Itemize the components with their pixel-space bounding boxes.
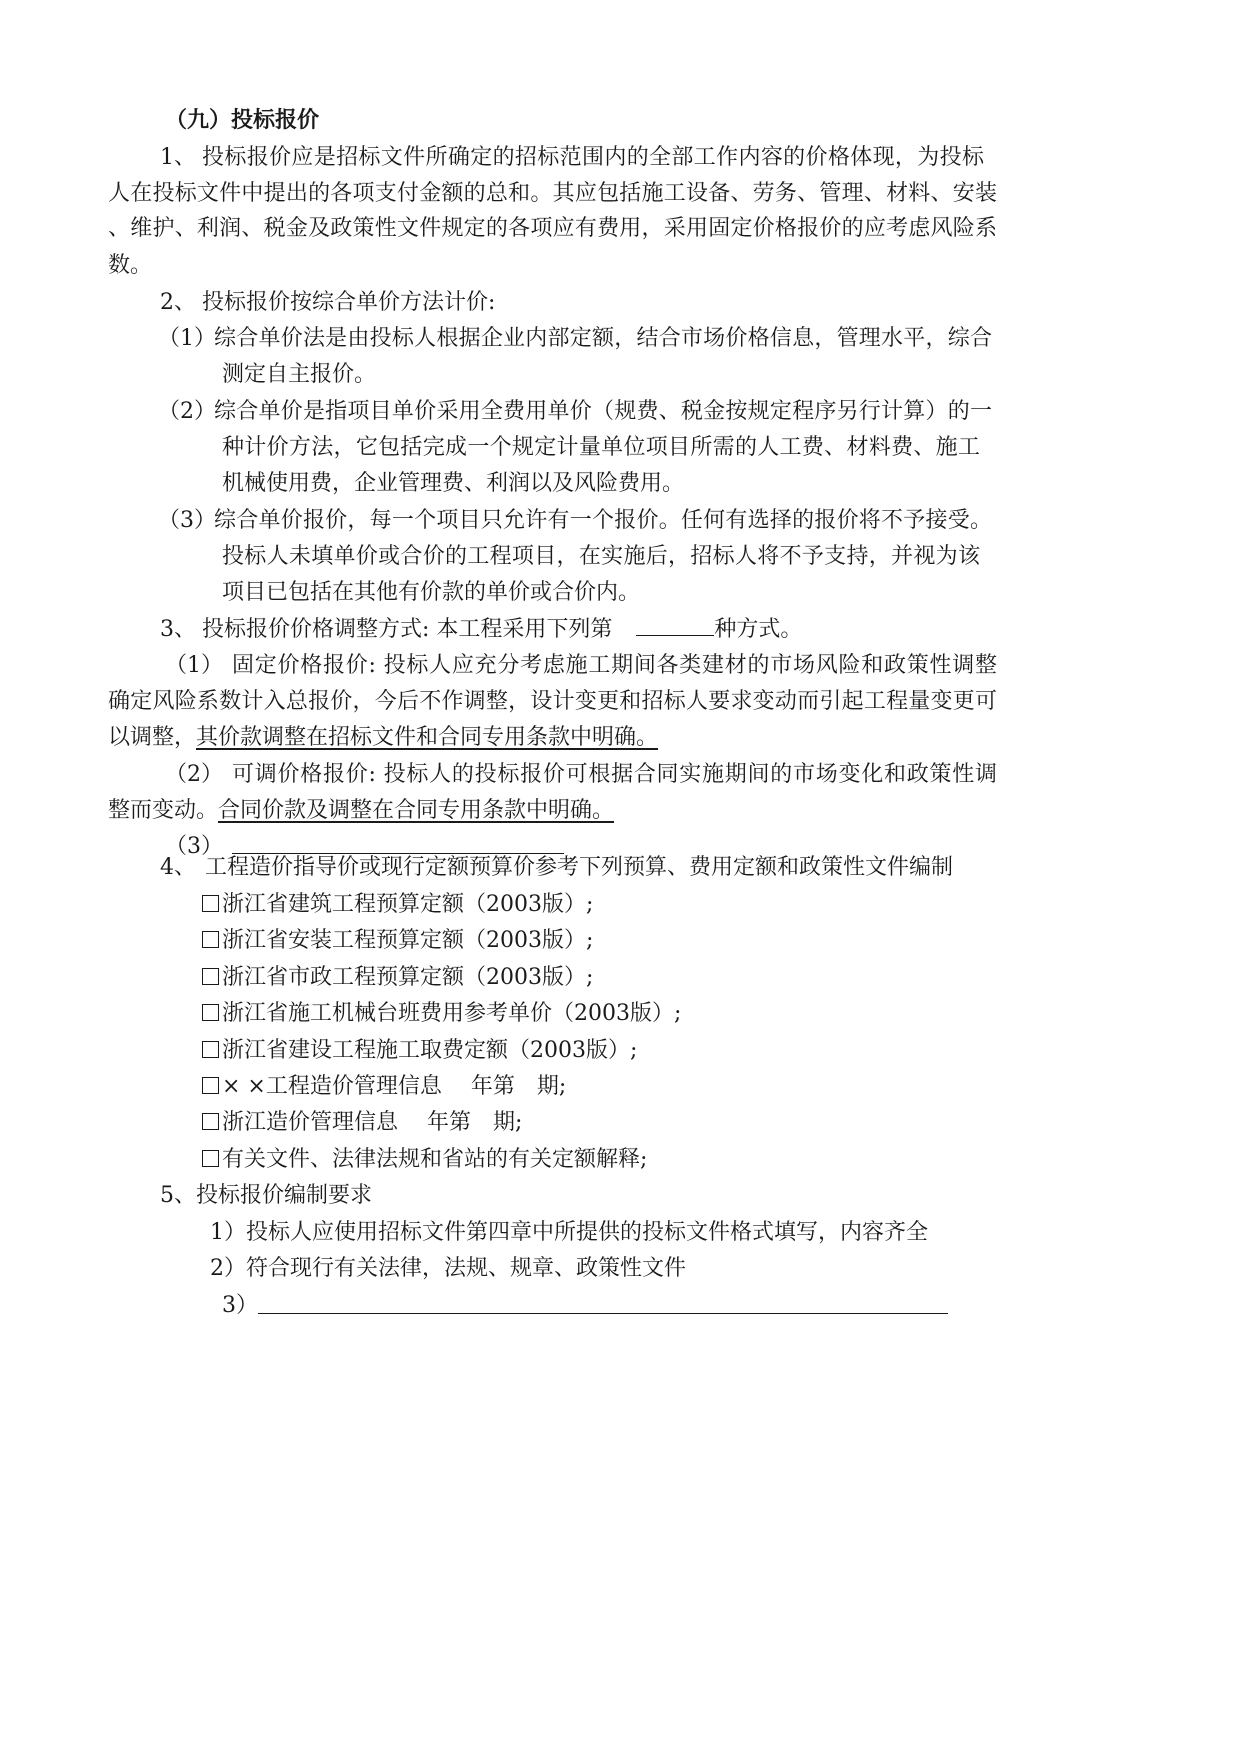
p4-ref-item: 浙江省市政工程预算定额（2003版）;: [202, 963, 593, 993]
p2-item-2-line-2: 种计价方法，它包括完成一个规定计量单位项目所需的人工费、材料费、施工: [222, 435, 980, 460]
method-number-blank[interactable]: [636, 635, 714, 636]
p4-ref-item: 浙江省施工机械台班费用参考单价（2003版）;: [202, 999, 681, 1029]
checkbox[interactable]: [202, 1113, 219, 1130]
p3-text-after: 种方式。: [714, 617, 803, 642]
p3-opt-1-line-2: 确定风险系数计入总报价，今后不作调整，设计变更和招标人要求变动而引起工程量变更可: [108, 689, 997, 714]
p3-text-before: 投标报价价格调整方式: 本工程采用下列第: [202, 617, 613, 642]
p4-text: 工程造价指导价或现行定额预算价参考下列预算、费用定额和政策性文件编制: [205, 855, 954, 880]
p3-line: [202, 615, 802, 645]
checkbox[interactable]: [202, 895, 219, 912]
p4-number: 4、: [160, 855, 196, 880]
p3-opt-3-label: （3）: [165, 834, 223, 859]
p1-number: 1、: [160, 145, 196, 170]
p1-line-4: 数。: [108, 253, 153, 278]
p2-item-2-line-3: 机械使用费，企业管理费、利润以及风险费用。: [222, 471, 685, 496]
p3-opt-2-line-2: [108, 796, 614, 826]
p3-opt-1-underlined: 其价款调整在招标文件和合同专用条款中明确。: [196, 725, 659, 750]
p5-item-1: 1）投标人应使用招标文件第四章中所提供的投标文件格式填写，内容齐全: [210, 1220, 928, 1245]
p2-item-3-label: （3）: [158, 508, 216, 533]
p3-opt-1-plain: 以调整，: [108, 725, 197, 750]
checkbox[interactable]: [202, 931, 219, 948]
p3-opt-2-plain: 整而变动。: [108, 798, 219, 823]
p5-item-3-label: 3）: [222, 1293, 258, 1318]
p3-opt-2-label: （2）: [165, 762, 223, 787]
p1-line-1: 投标报价应是招标文件所确定的招标范围内的全部工作内容的价格体现，为投标: [202, 145, 984, 170]
p2-item-2-label: （2）: [158, 399, 216, 424]
p1-line-2: 人在投标文件中提出的各项支付金额的总和。其应包括施工设备、劳务、管理、材料、安装: [108, 181, 997, 206]
checkbox[interactable]: [202, 1150, 219, 1167]
p2-item-3-line-1: 综合单价报价，每一个项目只允许有一个报价。任何有选择的报价将不予接受。: [214, 508, 992, 533]
p3-opt-1-line-3: [108, 723, 658, 753]
p5-title: 5、投标报价编制要求: [160, 1183, 372, 1208]
p3-opt-1-label: （1）: [165, 653, 223, 678]
checkbox[interactable]: [202, 1077, 219, 1094]
p5-item-3-blank[interactable]: [258, 1313, 948, 1314]
p4-ref-item: 浙江省建设工程施工取费定额（2003版）;: [202, 1036, 637, 1066]
p2-item-3-line-3: 项目已包括在其他有价款的单价或合价内。: [222, 580, 641, 605]
p4-ref-item: 有关文件、法律法规和省站的有关定额解释;: [202, 1145, 647, 1175]
p3-opt-2-underlined: 合同价款及调整在合同专用条款中明确。: [218, 798, 615, 823]
p2-item-2-line-1: 综合单价是指项目单价采用全费用单价（规费、税金按规定程序另行计算）的一: [214, 399, 992, 424]
p1-line-3: 、维护、利润、税金及政策性文件规定的各项应有费用，采用固定价格报价的应考虑风险系: [108, 216, 997, 241]
p3-number: 3、: [160, 617, 196, 642]
p2-item-1-line-2: 测定自主报价。: [222, 362, 377, 387]
p2-text: 投标报价按综合单价方法计价:: [202, 290, 496, 315]
p5-item-2: 2）符合现行有关法律，法规、规章、政策性文件: [210, 1256, 686, 1281]
checkbox[interactable]: [202, 1004, 219, 1021]
checkbox[interactable]: [202, 968, 219, 985]
checkbox[interactable]: [202, 1041, 219, 1058]
p4-ref-item: 浙江省安装工程预算定额（2003版）;: [202, 926, 593, 956]
p3-opt-1-line-1: 固定价格报价: 投标人应充分考虑施工期间各类建材的市场风险和政策性调整: [232, 653, 997, 678]
p2-item-3-line-2: 投标人未填单价或合价的工程项目，在实施后，招标人将不予支持，并视为该: [222, 544, 980, 569]
p3-opt-2-line-1: 可调价格报价: 投标人的投标报价可根据合同实施期间的市场变化和政策性调: [232, 762, 997, 787]
p2-item-1-line-1: 综合单价法是由投标人根据企业内部定额，结合市场价格信息，管理水平，综合: [214, 326, 992, 351]
p4-ref-item: × ×工程造价管理信息 年第 期;: [202, 1072, 566, 1102]
section-heading: （九）投标报价: [165, 107, 320, 133]
p2-item-1-label: （1）: [158, 326, 216, 351]
p4-ref-item: 浙江省建筑工程预算定额（2003版）;: [202, 890, 593, 920]
p2-number: 2、: [160, 290, 196, 315]
p4-ref-item: 浙江造价管理信息 年第 期;: [202, 1108, 522, 1138]
